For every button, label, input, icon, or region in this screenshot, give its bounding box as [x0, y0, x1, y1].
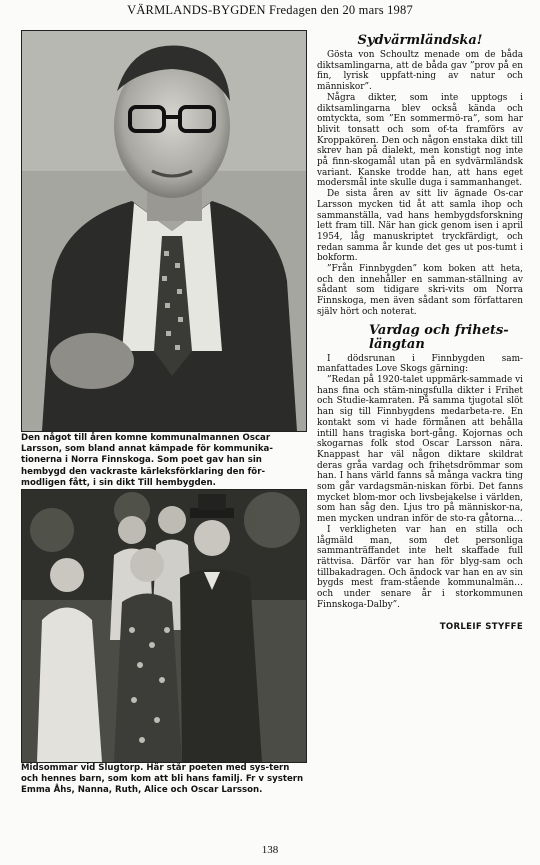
- portrait-photo: [21, 30, 307, 432]
- paragraph: ”Redan på 1920-talet uppmärk-sammade vi hans fina och stäm-ningsfulla dikter i Frihet och Studie-kamraten. På samma tjugotal slöt han sig till Finnbygdens medarbeta-re. En kontakt som vi hade förmånen att behålla intill hans tragiska bort-gång. Kojornas och skogarnas folk stod Oscar Larsson nära. Knappast har väl någon diktare skildrat deras gråa vardag och frihetsdrömmar som han. I hans värld fanns så många vackra ting som går vardagsmän-niskan förbi. Det fanns mycket blom-mor och livsbejakelse i världen, som han såg den. Ljus tro på människor-na, men mycken undran inför de sto-ra gåtorna…: [317, 374, 523, 525]
- paragraph: ”Från Finnbygden” kom boken att heta, och den innehåller en samman-ställning av sådant som tidigare skri-vits om Norra Finnskoga, men även sådant som författaren själv hört och noterat.: [317, 264, 523, 317]
- paragraph: De sista åren av sitt liv ägnade Os-car Larsson mycken tid åt att samla ihop och sammanställa, vad hans hembygdsforskning lett fram till. När han gick genom isen i april 1954, låg manuskriptet tryckfärdigt, och redan samma år kunde det ges ut pos-tumt i bokform.: [317, 189, 523, 264]
- page-number: 138: [261, 844, 279, 856]
- author-signature: TORLEIF STYFFE: [439, 622, 523, 633]
- section-heading-line: längtan: [369, 336, 425, 352]
- paragraph: Gösta von Schoultz menade om de båda diktsamlingarna, att de båda gav ”prov på en fin, lyrisk uppfatt-ning av natur och människor”.: [317, 50, 523, 93]
- photo-caption: Midsommar vid Slugtorp. Här står poeten med sys-tern och hennes barn, som kom att bli hans familj. Fr v systern Emma Åhs, Nanna, Ruth, Alice och Oscar Larsson.: [21, 763, 304, 796]
- group-photo: [21, 489, 307, 763]
- paragraph: I verkligheten var han en stilla och lågmäld man, som det personliga sammanträffandet inte helt skaffade full rättvisa. Därför var han för blyg-sam och tillbakadragen. Och ändock var han en av sin bygds mest fram-stående kommunalmän… och under senare år i storkommunen Finnskoga-Dalby”.: [317, 524, 523, 610]
- article-column: [317, 34, 523, 633]
- section-heading-line: Vardag och frihets-: [369, 322, 509, 338]
- photo-caption: Den något till åren komne kommunalmannen Oscar Larsson, som bland annat kämpade för kommunika-tionerna i Norra Finnskoga. Som poet gav han sin hembygd den vackraste kärleksförklaring den för-modligen fått, i sin dikt Till hembygden.: [21, 433, 273, 488]
- page-header: VÄRMLANDS-BYGDEN Fredagen den 20 mars 1987: [127, 3, 413, 17]
- paragraph: I dödsrunan i Finnbygden sam-manfattades Love Skogs gärning:: [317, 353, 523, 375]
- paragraph: Några dikter, som inte upptogs i diktsamlingarna blev också kända och omtyckta, som ”En sommermö-ra”, som har blivit tonsatt och som of-ta framförs av Kroppakören. Den och någon enstaka dikt till skrev han på dialekt, men konstigt nog inte på finn-skogamål utan på en sydvärmländsk variant. Kanske trodde han, att hans eget modersmål inte skulle duga i sammanhanget.: [317, 92, 523, 189]
- section-heading: [317, 324, 523, 352]
- section-heading: Sydvärmländska!: [357, 33, 483, 48]
